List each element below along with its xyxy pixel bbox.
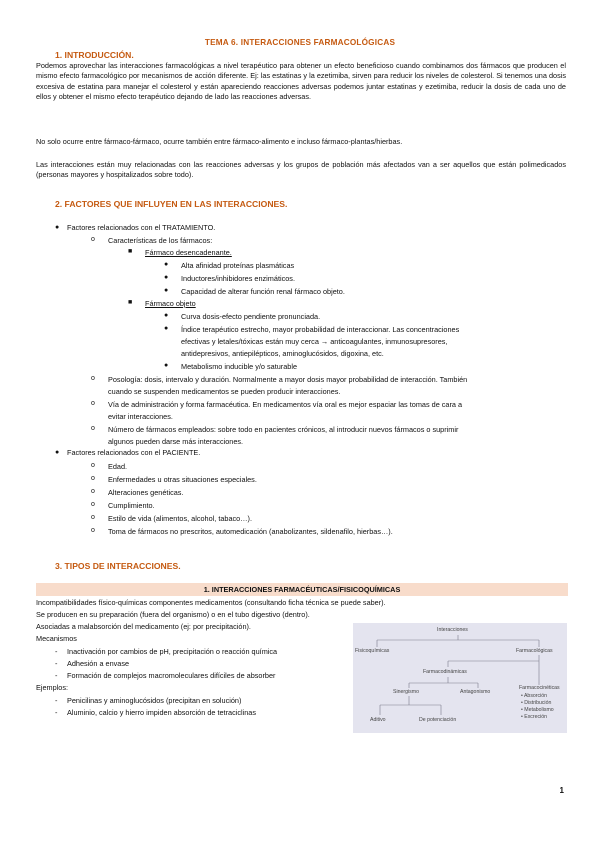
circle-bullet-icon: o	[91, 236, 95, 243]
list-item: Inactivación por cambios de pH, precipitación o reacción química	[67, 647, 278, 656]
page-number: 1	[559, 786, 564, 795]
list-item: Adhesión a envase	[67, 659, 130, 668]
list-item: Formación de complejos macromoleculares difíciles de absorber	[67, 671, 276, 680]
diagram-list-item: • Absorción	[521, 693, 548, 699]
posologia-continuation: cuando se suspenden medicamentos se pueden producir interacciones.	[108, 387, 341, 396]
circle-bullet-icon: o	[91, 425, 95, 432]
caracteristicas-label: Características de los fármacos:	[108, 236, 213, 245]
bullet-icon: ●	[164, 325, 169, 332]
circle-bullet-icon: o	[91, 501, 95, 508]
diagram-list-item: • Metabolismo	[521, 707, 554, 713]
numero-line: Número de fármacos empleados: sobre todo en pacientes crónicos, al introducir nuevos fármacos o suprimir	[108, 425, 459, 434]
circle-bullet-icon: o	[91, 375, 95, 382]
list-item: Aluminio, calcio y hierro impiden absorción de tetraciclinas	[67, 708, 256, 717]
diagram-node-sinergismo: Sinergismo	[393, 689, 419, 695]
bullet-icon: ●	[164, 312, 169, 319]
dash-bullet-icon: -	[55, 671, 58, 680]
list-item: Índice terapéutico estrecho, mayor probabilidad de interaccionar. Las concentraciones	[181, 325, 460, 334]
bullet-icon: ●	[164, 287, 169, 294]
square-bullet-icon: ■	[128, 299, 133, 306]
diagram-list-item: • Distribución	[521, 700, 552, 706]
mecanismos-label: Mecanismos	[36, 634, 77, 643]
list-item: Enfermedades u otras situaciones especiales.	[108, 475, 257, 484]
intro-paragraph-1: Podemos aprovechar las interacciones farmacológicas a nivel terapéutico para obtener un efecto beneficioso cuando combinamos dos fármacos que producen el mismo efecto farmacológico por mecanismos de acción diferente. Ej: las estatinas y la ezetimiba, sirven para reducir los niveles de colesterol. Si tenemos una dosis excesiva de estatina para manejar el colesterol y están apareciendo reacciones adversas podemos juntar estatinas y ezetimiba, reducir la dosis de cada uno de ellos y obtener el mismo efecto terapéutico dejando de lado las reacciones adversas.	[36, 61, 566, 101]
diagram-node-potenciacion: De potenciación	[419, 717, 457, 723]
diagram-node-farmacologicas: Farmacológicas	[516, 648, 553, 654]
factor-tratamiento: Factores relacionados con el TRATAMIENTO.	[67, 223, 216, 232]
body-line: Se producen en su preparación (fuera del organismo) o en el tubo digestivo (dentro).	[36, 610, 310, 619]
square-bullet-icon: ■	[128, 248, 133, 255]
diagram-node-root: Interacciones	[437, 627, 468, 633]
intro-paragraph-3: Las interacciones están muy relacionadas con las reacciones adversas y los grupos de población más afectados van a ser aquellos que están polimedicados (personas mayores y hospitalizados sobre todo).	[36, 160, 566, 180]
list-item: Alta afinidad proteínas plasmáticas	[181, 261, 295, 270]
list-item-continuation: antidepresivos, antiepilépticos, aminoglucósidos, digoxina, etc.	[181, 349, 384, 358]
dash-bullet-icon: -	[55, 708, 58, 717]
bullet-icon: ●	[164, 362, 169, 369]
ejemplos-label: Ejemplos:	[36, 683, 69, 692]
circle-bullet-icon: o	[91, 514, 95, 521]
intro-paragraph-2: No solo ocurre entre fármaco-fármaco, ocurre también entre fármaco-alimento e incluso fármaco-plantas/hierbas.	[36, 137, 403, 146]
circle-bullet-icon: o	[91, 527, 95, 534]
diagram-node-farmacodinamicas: Farmacodinámicas	[423, 669, 467, 675]
diagram-node-farmacocineticas: Farmacocinéticas	[519, 685, 560, 691]
circle-bullet-icon: o	[91, 400, 95, 407]
bullet-icon: ●	[164, 261, 169, 268]
section-2-heading: 2. FACTORES QUE INFLUYEN EN LAS INTERACCIONES.	[55, 199, 288, 209]
dash-bullet-icon: -	[55, 659, 58, 668]
dash-bullet-icon: -	[55, 696, 58, 705]
farmaco-desencadenante-label: Fármaco desencadenante.	[145, 248, 232, 257]
numero-continuation: algunos pueden darse más interacciones.	[108, 437, 244, 446]
section-3-heading: 3. TIPOS DE INTERACCIONES.	[55, 561, 181, 571]
diagram-list-item: • Excreción	[521, 714, 548, 720]
posologia-line: Posología: dosis, intervalo y duración. Normalmente a mayor dosis mayor probabilidad de interacción. También	[108, 375, 468, 384]
list-item: Penicilinas y aminoglucósidos (precipitan en solución)	[67, 696, 242, 705]
list-item: Edad.	[108, 462, 128, 471]
list-item: Cumplimiento.	[108, 501, 155, 510]
circle-bullet-icon: o	[91, 488, 95, 495]
via-line: Vía de administración y forma farmacéutica. En medicamentos vía oral es mejor espaciar las tomas de cara a	[108, 400, 463, 409]
list-item: Curva dosis-efecto pendiente pronunciada.	[181, 312, 321, 321]
document-title: TEMA 6. INTERACCIONES FARMACOLÓGICAS	[204, 38, 396, 47]
body-line: Incompatibilidades físico-químicas componentes medicamentos (consultando ficha técnica se puede saber).	[36, 598, 386, 607]
factor-paciente: Factores relacionados con el PACIENTE.	[67, 448, 201, 457]
list-item: Metabolismo inducible y/o saturable	[181, 362, 298, 371]
interactions-diagram	[353, 623, 567, 733]
bullet-icon: ●	[55, 224, 60, 231]
list-item-continuation: efectivas y letales/tóxicas están muy cerca → anticoagulantes, inmunosupresores,	[181, 337, 448, 346]
list-item: Toma de fármacos no prescritos, automedicación (anabolizantes, sildenafilo, hierbas…).	[108, 527, 393, 536]
farmaco-objeto-label: Fármaco objeto	[145, 299, 196, 308]
list-item: Capacidad de alterar función renal fármaco objeto.	[181, 287, 345, 296]
via-continuation: evitar interacciones.	[108, 412, 173, 421]
diagram-node-aditivo: Aditivo	[370, 717, 386, 723]
list-item: Inductores/inhibidores enzimáticos.	[181, 274, 295, 283]
circle-bullet-icon: o	[91, 475, 95, 482]
subsection-title: 1. INTERACCIONES FARMACÉUTICAS/FISICOQUÍMICAS	[203, 585, 401, 594]
body-line: Asociadas a malabsorción del medicamento (ej: por precipitación).	[36, 622, 251, 631]
list-item: Estilo de vida (alimentos, alcohol, tabaco…).	[108, 514, 252, 523]
dash-bullet-icon: -	[55, 647, 58, 656]
diagram-node-fisicoquimicas: Fisicoquímicas	[355, 648, 390, 654]
bullet-icon: ●	[55, 449, 60, 456]
circle-bullet-icon: o	[91, 462, 95, 469]
section-1-heading: 1. INTRODUCCIÓN.	[55, 50, 134, 60]
diagram-node-antagonismo: Antagonismo	[460, 689, 491, 695]
bullet-icon: ●	[164, 274, 169, 281]
subsection-box	[36, 583, 568, 596]
list-item: Alteraciones genéticas.	[108, 488, 184, 497]
